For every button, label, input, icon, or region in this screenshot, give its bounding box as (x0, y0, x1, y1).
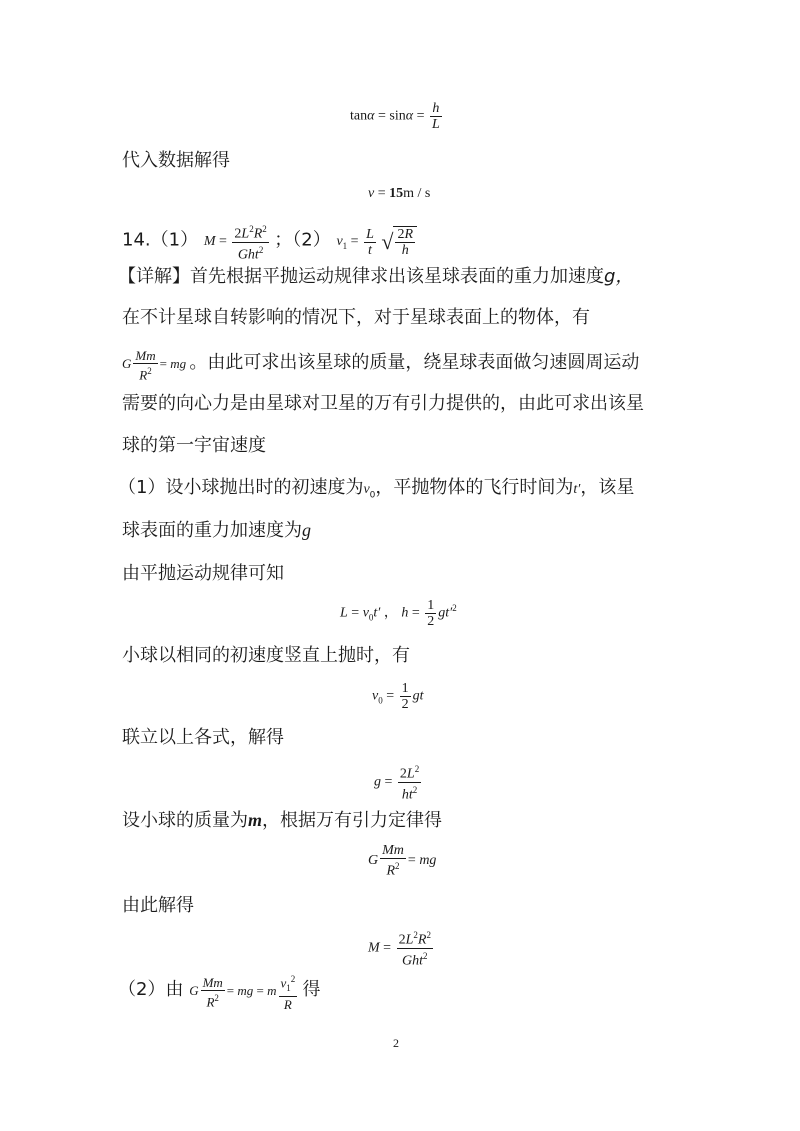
page-number: 2 (393, 1036, 399, 1050)
question-number: 14.（1） (122, 229, 199, 251)
text-line: 设小球的质量为m，根据万有引力定律得 (122, 810, 443, 831)
text-line: 代入数据解得 (122, 150, 230, 171)
text-line: 联立以上各式，解得 (122, 727, 284, 748)
text-line: 小球以相同的初速度竖直上抛时，有 (122, 645, 410, 666)
answer-mass-formula: M = $\frac{2L^2R^2}{Ght^2}$ (203, 224, 267, 263)
answer-velocity-formula: $v_1$ = $\frac{L}{t}$ √ $\frac{2R}{h}$ (336, 234, 417, 249)
text-line: 在不计星球自转影响的情况下，对于星球表面上的物体，有 (122, 307, 590, 328)
equation-tan-sin: tanα = sinα = $\frac{h}{L}$ (350, 101, 440, 132)
equation-universal-gravitation: G $\frac{Mm}{R^2}$ = mg (368, 843, 437, 879)
gravity-equals-weight-formula: G $\frac{Mm}{R^2}$ = mg (122, 348, 187, 383)
orbit-formula: G $\frac{Mm}{R^2}$ = mg = m $\frac{v_1^2}{R}$ (189, 974, 296, 1012)
text-line: 球表面的重力加速度为g (122, 520, 311, 541)
detail-line: 【详解】首先根据平抛运动规律求出该星球表面的重力加速度g， (118, 266, 634, 287)
equation-projectile: $L = v_0t'$ ， h = $\frac{1}{2}$ $gt'^2$ (340, 598, 457, 629)
text-line: 由平抛运动规律可知 (122, 563, 284, 584)
gravity-line: G $\frac{Mm}{R^2}$ = mg 。由此可求出该星球的质量，绕星球表面做匀速圆周运动 (122, 348, 640, 383)
answer-line-14: 14.（1） M = $\frac{2L^2R^2}{Ght^2}$ ；（2） $v_1$ = $\frac{L}{t}$ √ $\frac{2R}{h}$ (122, 222, 417, 262)
text-line: 球的第一宇宙速度 (122, 435, 266, 456)
equation-planet-mass: M = $\frac{2L^2R^2}{Ght^2}$ (368, 930, 431, 969)
equation-velocity: v = 15m / s (368, 186, 431, 201)
text-line: 需要的向心力是由星球对卫星的万有引力提供的，由此可求出该星 (122, 393, 644, 414)
final-line: （2）由 G $\frac{Mm}{R^2}$ = mg = m $\frac{v_1^2}{R}$ 得 (118, 974, 321, 1012)
equation-gravity-acceleration: g = $\frac{2L^2}{ht^2}$ (374, 764, 420, 803)
equation-vertical-throw: $v_0$ = $\frac{1}{2}$ gt (372, 681, 424, 712)
text-line: （1）设小球抛出时的初速度为$v_0$，平抛物体的飞行时间为t′，该星 (118, 477, 635, 501)
text-line: 由此解得 (122, 895, 194, 916)
